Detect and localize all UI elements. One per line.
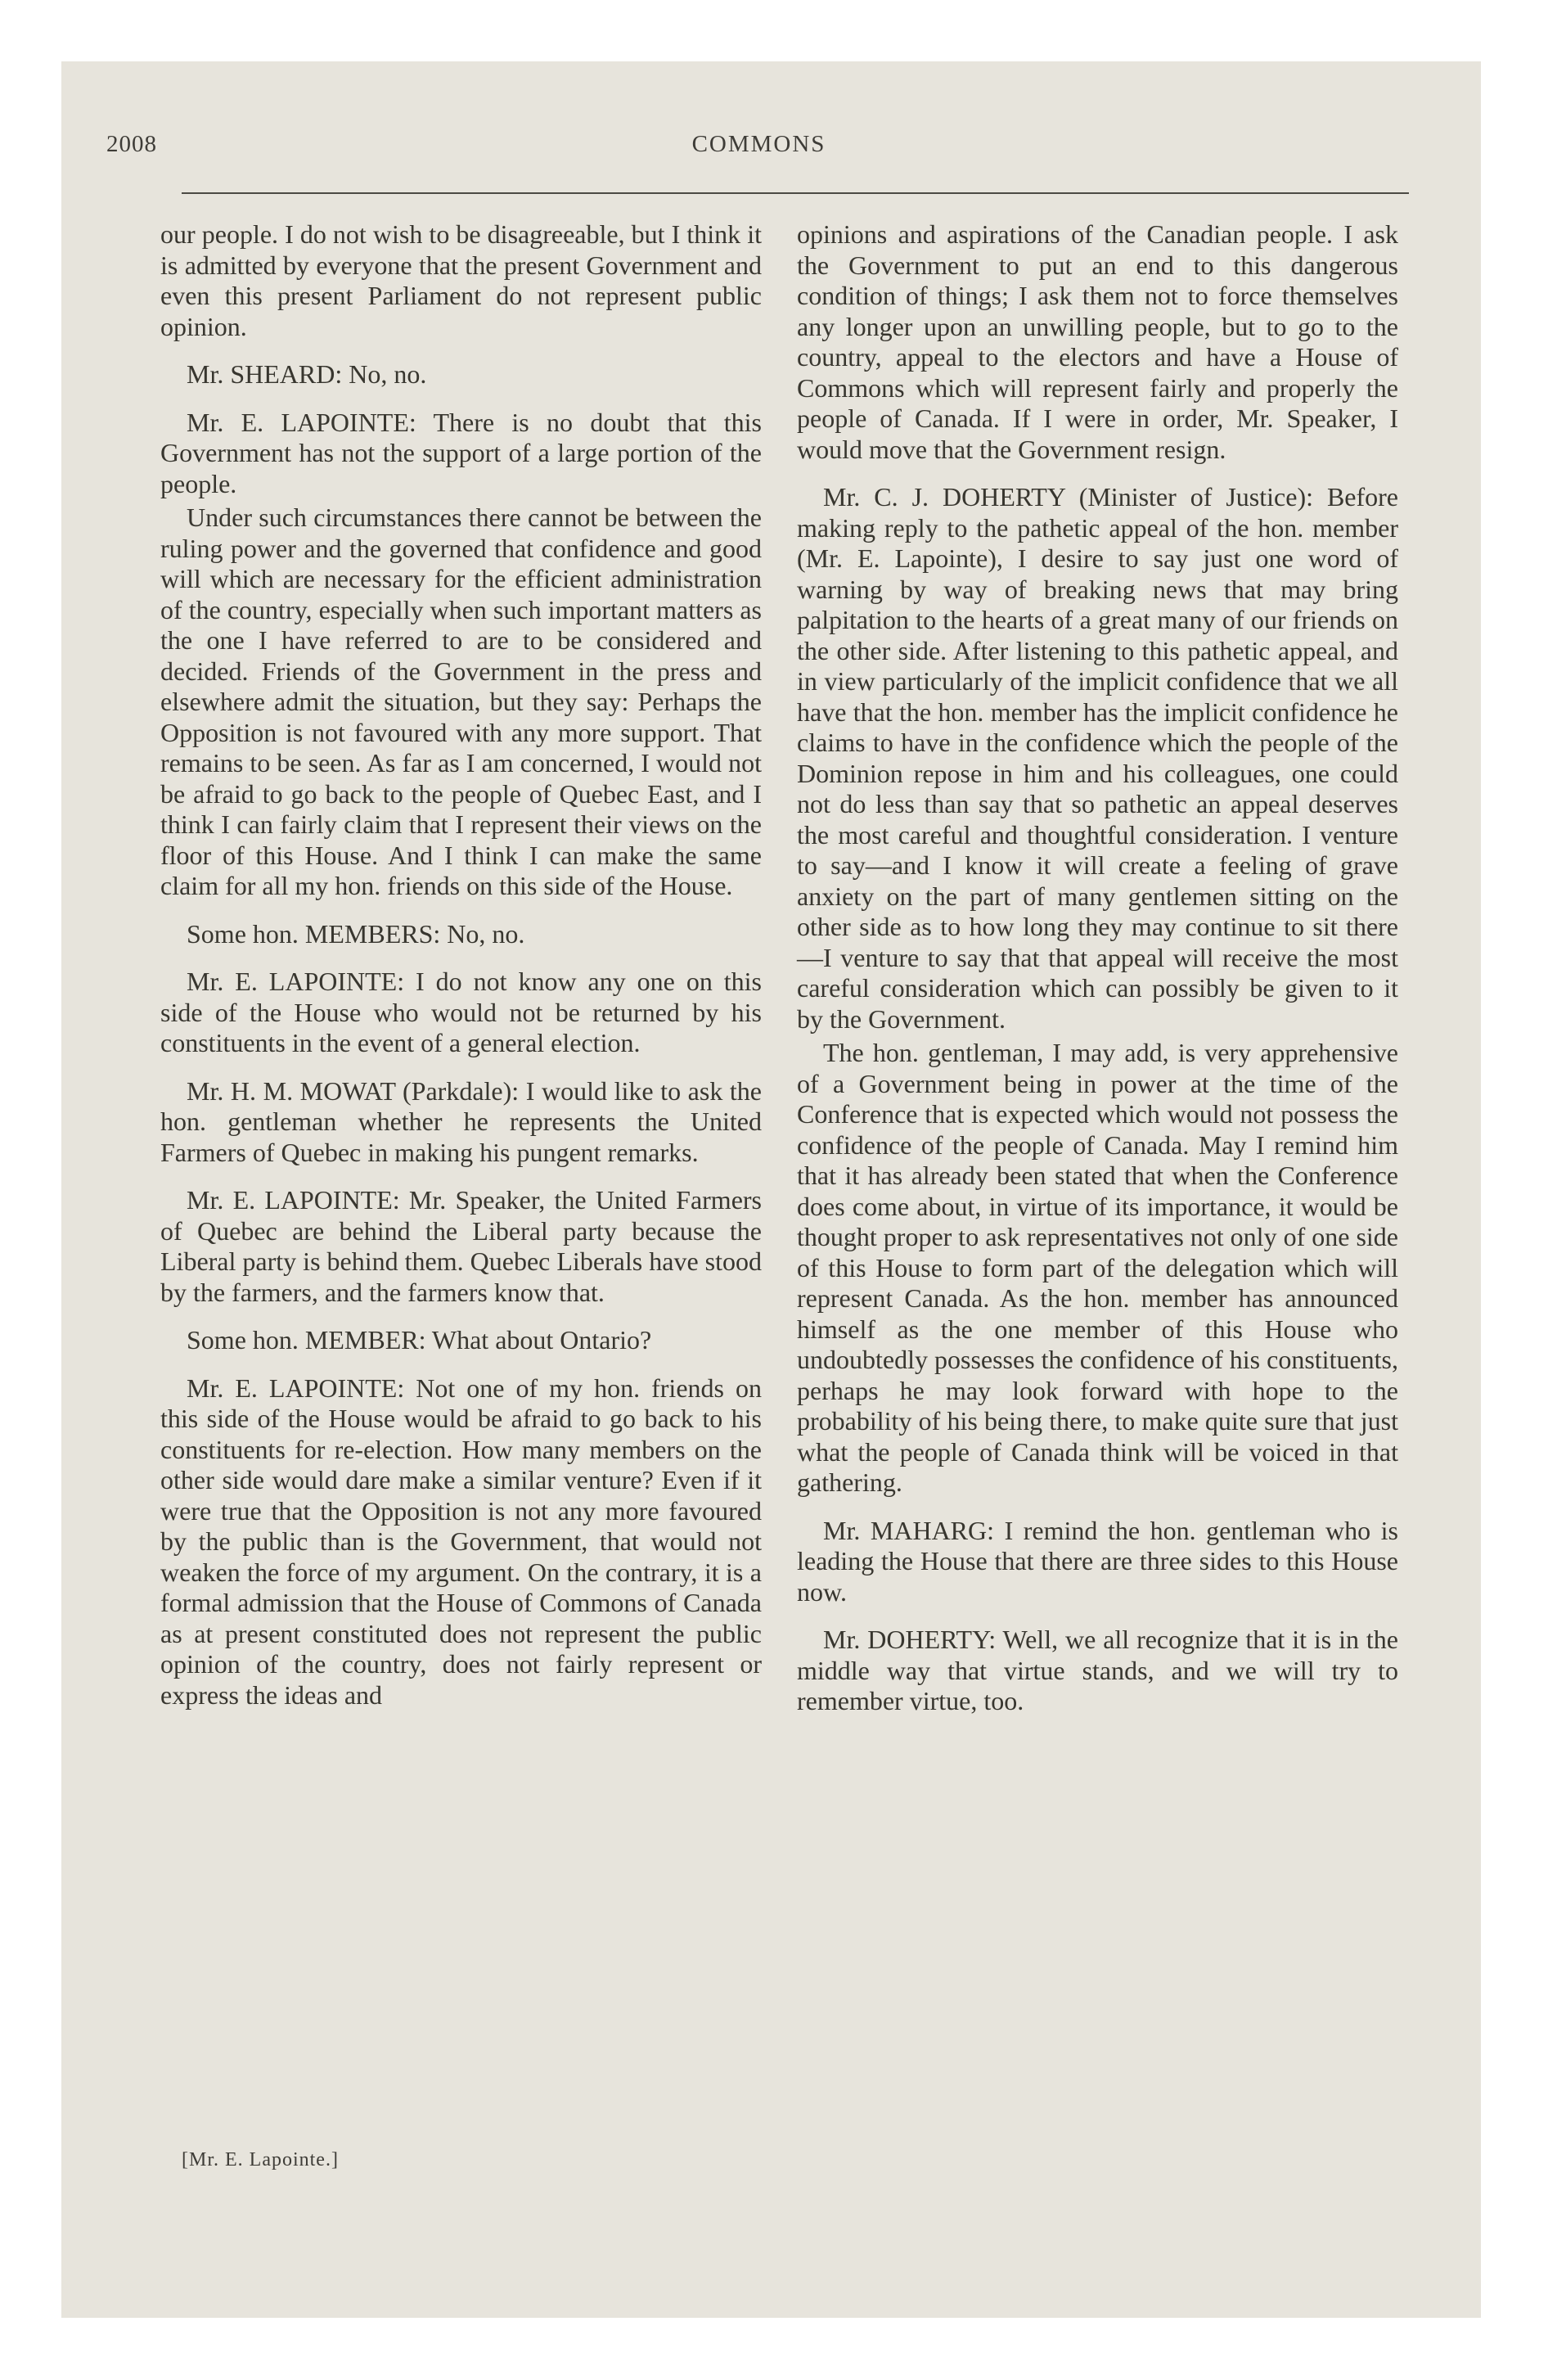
paragraph: Mr. E. LAPOINTE: Not one of my hon. friends on this side of the House would be afraid to go back to his constituents for re-election. How many members on the other side would dare make a similar venture? Even if it were true that the Opposition is not any more favoured by the public than is the Government, that would not weaken the force of my argument. On the contrary, it is a formal admission that the House of Commons of Canada as at present constituted does not represent the public opinion of the country, does not fairly represent or express the ideas and [160,1373,762,1710]
paragraph: Some hon. MEMBER: What about Ontario? [187,1325,652,1355]
paragraph: our people. I do not wish to be disagreeable, but I think it is admitted by everyone that the present Government and even this present Parliament do not represent public opinion. [160,219,762,341]
paragraph: Mr. E. LAPOINTE: I do not know any one on this side of the House who would not be returned by his constituents in the event of a general election. [160,967,762,1057]
paragraph: Some hon. MEMBERS: No, no. [187,918,525,949]
running-title: COMMONS [691,131,826,157]
paragraph: Mr. H. M. MOWAT (Parkdale): I would like to ask the hon. gentleman whether he represents the United Farmers of Quebec in making his pungent remarks. [160,1075,762,1167]
paragraph: Mr. SHEARD: No, no. [187,359,427,389]
page-header [106,131,1411,172]
paragraph: Mr. C. J. DOHERTY (Minister of Justice): Before making reply to the pathetic appeal of the hon. member (Mr. E. Lapointe), I desire to say just one word of warning by way of breaking news that may bring palpitation to the hearts of a great many of our friends on the other side. After listening to this pathetic appeal, and in view particularly of the implicit confidence that we all have that the hon. member has the implicit confidence he claims to have in the confidence which the people of the Dominion repose in him and his colleagues, one could not do less than say that so pathetic an appeal deserves the most careful and thoughtful consideration. I venture to say—and I know it will create a feeling of grave anxiety on the part of many gentlemen sitting on the other side as to how long they may continue to sit there—I venture to say that that appeal will receive the most careful consideration which can possibly be given to it by the Government. [797,482,1398,1034]
paragraph: opinions and aspirations of the Canadian people. I ask the Government to put an end to this dangerous condition of things; I ask them not to force themselves any longer upon an unwilling people, but to go to the country, appeal to the electors and have a House of Commons which will represent fairly and properly the people of Canada. If I were in order, Mr. Speaker, I would move that the Government resign. [797,219,1398,464]
page-number: 2008 [106,131,157,157]
header-rule [182,192,1409,194]
paragraph: Mr. E. LAPOINTE: Mr. Speaker, the United Farmers of Quebec are behind the Liberal party because the Liberal party is behind them. Quebec Liberals have stood by the farmers, and the farmers know that. [160,1185,762,1307]
paragraph: Mr. E. LAPOINTE: There is no doubt that this Government has not the support of a large portion of the people. [160,407,762,498]
left-column [160,219,762,1728]
right-column [797,219,1398,1734]
paragraph: Mr. DOHERTY: Well, we all recognize that it is in the middle way that virtue stands, and we will try to remember virtue, too. [797,1625,1398,1715]
paragraph: Mr. MAHARG: I remind the hon. gentleman who is leading the House that there are three sides to this House now. [797,1515,1398,1607]
paragraph: Under such circumstances there cannot be between the ruling power and the governed that confidence and good will which are necessary for the efficient administration of the country, especially when such important matters as the one I have referred to are to be considered and decided. Friends of the Government in the press and elsewhere admit the situation, but they say: Perhaps the Opposition is not favoured with any more support. That remains to be seen. As far as I am concerned, I would not be afraid to go back to the people of Quebec East, and I think I can fairly claim that I represent their views on the floor of this House. And I think I can make the same claim for all my hon. friends on this side of the House. [160,503,762,900]
paragraph: The hon. gentleman, I may add, is very apprehensive of a Government being in power at the time of the Conference that is expected which would not possess the confidence of the people of Canada. May I remind him that it has already been stated that when the Conference does come about, in virtue of its importance, it would be thought proper to ask representatives not only of one side of this House to form part of the delegation which will represent Canada. As the hon. member has announced himself as the one member of this House who undoubtedly possesses the confidence of his constituents, perhaps he may look forward with hope to the probability of his being there, to make quite sure that just what the people of Canada think will be voiced in that gathering. [797,1038,1398,1497]
footer-attribution: [Mr. E. Lapointe.] [182,2149,339,2170]
